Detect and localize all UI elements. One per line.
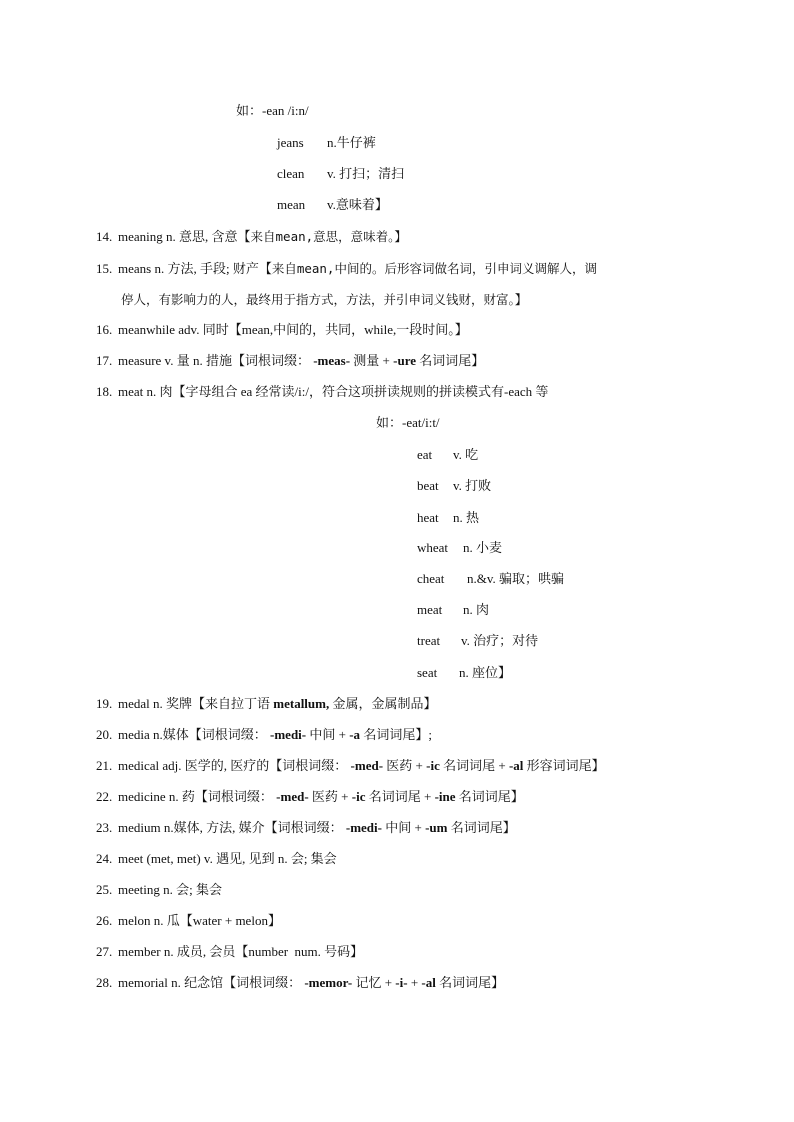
- entry-head: means n. 方法, 手段; 财产【: [118, 261, 272, 276]
- entry-head: medal n. 奖牌【来自拉丁语: [118, 696, 271, 711]
- entry-melon: [96, 912, 281, 930]
- entry-head: measure v. 量 n. 措施【词根词缀：: [118, 353, 310, 368]
- root-affix: -meas-: [313, 353, 351, 368]
- root-affix: -um: [425, 820, 448, 835]
- affix-meaning: 形容词词尾】: [526, 758, 605, 773]
- entry-number: 15.: [96, 261, 113, 276]
- example-def: n. 座位】: [459, 665, 512, 680]
- entry-text: meet (met, met) v. 遇见, 见到 n. 会; 集会: [118, 851, 337, 866]
- example-def: v. 打扫；清扫: [327, 166, 405, 181]
- entry-number: 21.: [96, 758, 113, 773]
- entry-meat: [96, 383, 548, 401]
- entry-head: medium n.媒体, 方法, 媒介【词根词缀：: [118, 820, 343, 835]
- entry-number: 25.: [96, 882, 113, 897]
- example-def: n. 小麦: [463, 540, 503, 555]
- example-word: heat: [417, 510, 439, 525]
- entry-head: meaning n. 意思, 含意【: [118, 229, 251, 244]
- example-word: beat: [417, 478, 439, 493]
- entry-memorial: [96, 974, 504, 992]
- entry-number: 20.: [96, 727, 113, 742]
- example-row: [417, 539, 502, 557]
- entry-note-mono: 来自mean,: [250, 229, 314, 244]
- affix-meaning: 记忆 +: [355, 975, 393, 990]
- entry-text: melon n. 瓜【water + melon】: [118, 913, 281, 928]
- example-word: treat: [417, 633, 441, 648]
- entry-medical: [96, 757, 605, 775]
- affix-meaning: 名词词尾】: [450, 820, 516, 835]
- root-affix: -ic: [351, 789, 366, 804]
- example-row: [277, 134, 376, 152]
- example-word: clean: [277, 166, 305, 181]
- example-row: [417, 509, 479, 527]
- root-affix: -al: [508, 758, 524, 773]
- entry-means-continued: [121, 291, 527, 309]
- entry-meaning: [96, 228, 407, 246]
- root-affix: -med-: [276, 789, 309, 804]
- entry-number: 14.: [96, 229, 113, 244]
- root-affix: -memor-: [304, 975, 353, 990]
- entry-medicine: [96, 788, 524, 806]
- example-def: n.&v. 骗取；哄骗: [467, 571, 565, 586]
- example-row: [417, 664, 511, 682]
- example-def: v. 打败: [453, 478, 492, 493]
- origin-word: metallum,: [273, 696, 330, 711]
- root-affix: -med-: [350, 758, 384, 773]
- entry-number: 28.: [96, 975, 113, 990]
- entry-number: 26.: [96, 913, 113, 928]
- root-affix: -a: [349, 727, 361, 742]
- example-row: [417, 601, 489, 619]
- example-def: n.牛仔裤: [327, 135, 376, 150]
- example-word: cheat: [417, 571, 445, 586]
- entry-means: [96, 260, 597, 278]
- affix-meaning: 中间 +: [309, 727, 346, 742]
- entry-number: 23.: [96, 820, 113, 835]
- entry-number: 18.: [96, 384, 113, 399]
- example-intro: 如：-ean /i:n/: [236, 103, 309, 118]
- example-word: wheat: [417, 540, 449, 555]
- example-row: [417, 570, 564, 588]
- entry-note-cont: 停人，有影响力的人，最终用于指方式，方法，并引申词义钱财，财富。】: [121, 292, 528, 307]
- entry-number: 19.: [96, 696, 113, 711]
- entry-member: [96, 943, 363, 961]
- entry-text: meanwhile adv. 同时【mean,中间的，共同，while,一段时间。】: [118, 322, 468, 337]
- affix-meaning: 测量 +: [353, 353, 390, 368]
- entry-note: 意思，意味着。】: [313, 229, 407, 244]
- entry-meeting: [96, 881, 222, 899]
- entry-text: meat n. 肉【字母组合 ea 经常读/i:/，符合这项拼读规则的拼读模式有-each 等: [118, 384, 549, 399]
- example-row: [417, 446, 478, 464]
- example-def: v.意味着】: [327, 197, 388, 212]
- example-def: n. 肉: [463, 602, 490, 617]
- entry-head: medicine n. 药【词根词缀：: [118, 789, 273, 804]
- example-def: v. 治疗；对待: [461, 633, 539, 648]
- example-row: [417, 477, 491, 495]
- example-def: v. 吃: [453, 447, 479, 462]
- entry-number: 27.: [96, 944, 113, 959]
- affix-meaning: 中间 +: [385, 820, 422, 835]
- entry-head: media n.媒体【词根词缀：: [118, 727, 267, 742]
- example-intro: 如：-eat/i:t/: [376, 415, 440, 430]
- root-affix: -medi-: [270, 727, 307, 742]
- example-word: jeans: [277, 135, 304, 150]
- affix-meaning: +: [410, 975, 419, 990]
- affix-meaning: 名词词尾】: [439, 975, 505, 990]
- entry-note: 中间的。后形容词做名词，引申词义调解人，调: [334, 261, 597, 276]
- origin-meaning: 金属，金属制品】: [332, 696, 437, 711]
- entry-meanwhile: [96, 321, 468, 339]
- example-row: [277, 165, 404, 183]
- root-affix: -ine: [434, 789, 456, 804]
- affix-meaning: 医药 +: [311, 789, 349, 804]
- entry-text: member n. 成员, 会员【number num. 号码】: [118, 944, 364, 959]
- example-word: meat: [417, 602, 443, 617]
- entry-number: 24.: [96, 851, 113, 866]
- entry-medium: [96, 819, 516, 837]
- entry-text: meeting n. 会; 集会: [118, 882, 222, 897]
- entry-number: 22.: [96, 789, 113, 804]
- entry-number: 17.: [96, 353, 113, 368]
- example-word: seat: [417, 665, 438, 680]
- example-def: n. 热: [453, 510, 480, 525]
- affix-meaning: 名词词尾 +: [443, 758, 506, 773]
- affix-meaning: 名词词尾】: [419, 353, 485, 368]
- root-affix: -ure: [393, 353, 417, 368]
- entry-medal: [96, 695, 437, 713]
- entry-head: medical adj. 医学的, 医疗的【词根词缀：: [118, 758, 348, 773]
- entry-meet: [96, 850, 337, 868]
- root-affix: -i-: [395, 975, 408, 990]
- root-affix: -ic: [426, 758, 440, 773]
- entry-head: memorial n. 纪念馆【词根词缀：: [118, 975, 302, 990]
- entry-measure: [96, 352, 484, 370]
- affix-meaning: 名词词尾】: [458, 789, 524, 804]
- example-row: [277, 196, 388, 214]
- example-word: eat: [417, 447, 433, 462]
- affix-meaning: 医药 +: [386, 758, 423, 773]
- entry-note-mono: 来自mean,: [271, 261, 335, 276]
- affix-meaning: 名词词尾 +: [368, 789, 432, 804]
- root-affix: -medi-: [345, 820, 382, 835]
- entry-media: [96, 726, 432, 744]
- root-affix: -al: [421, 975, 436, 990]
- entry-number: 16.: [96, 322, 113, 337]
- example-word: mean: [277, 197, 306, 212]
- example-row: [417, 632, 538, 650]
- affix-meaning: 名词词尾】;: [363, 727, 432, 742]
